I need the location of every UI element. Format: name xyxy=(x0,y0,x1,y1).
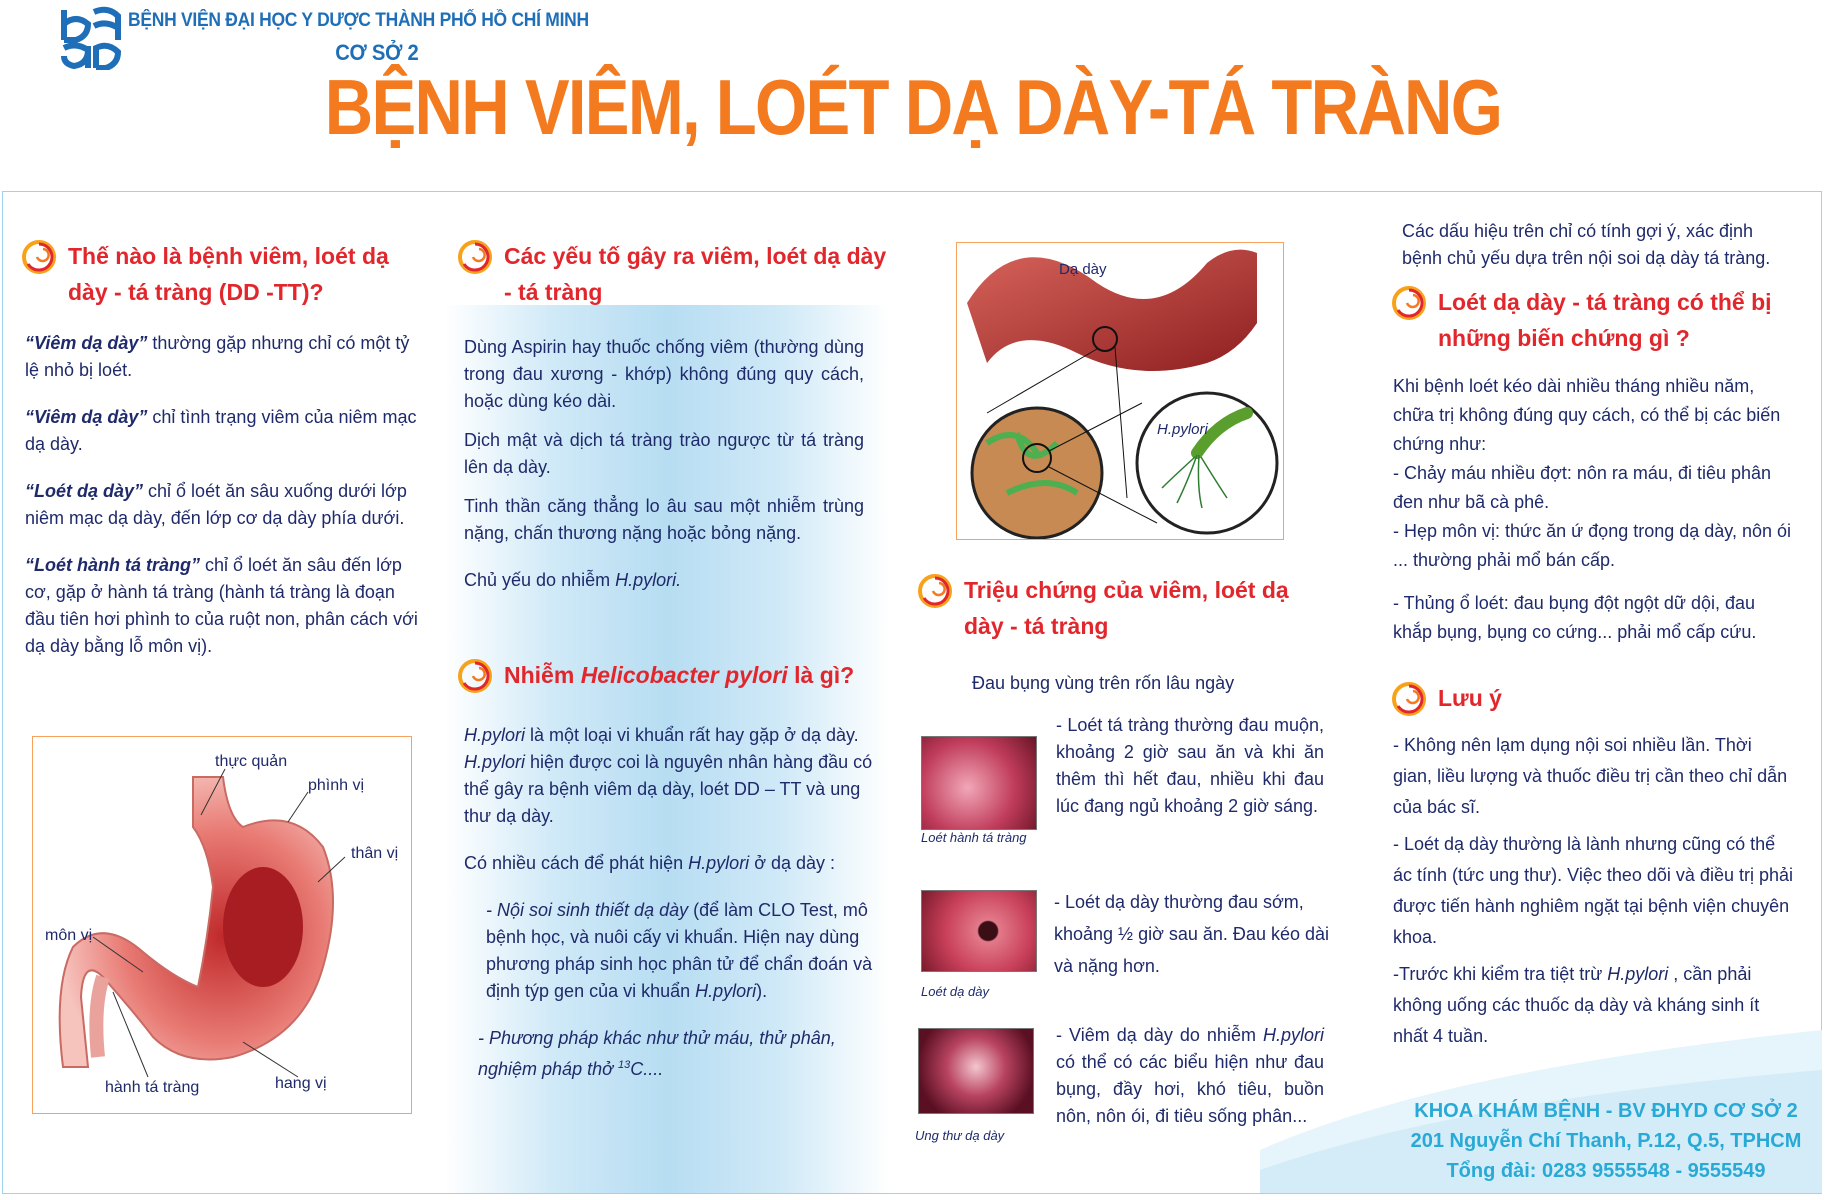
symptom-gastric: - Loét dạ dày thường đau sớm, khoảng ½ giờ sau ăn. Đau kéo dài và nặng hơn. xyxy=(1054,892,1329,976)
caption: Loét hành tá tràng xyxy=(921,830,1027,845)
label-pylorus: môn vị xyxy=(45,927,93,944)
swirl-bullet-icon xyxy=(918,574,952,608)
endoscopy-image-duodenal-ulcer xyxy=(921,736,1037,830)
paragraph: - Không nên lạm dụng nội soi nhiều lần. Thời gian, liều lượng và thuốc điều trị cần theo chỉ dẫn của bác sĩ. xyxy=(1393,735,1788,817)
label-esophagus: thực quản xyxy=(215,753,288,770)
label-hpylori: H.pylori xyxy=(1157,421,1208,438)
section-what-is-disease xyxy=(22,238,432,310)
hpylori-illustration xyxy=(956,242,1284,540)
footer-contact xyxy=(1406,1096,1806,1186)
paragraph: -Trước khi kiểm tra tiệt trừ H.pylori , cần phải không uống các thuốc dạ dày và kháng sinh ít nhất 4 tuần. xyxy=(1393,964,1760,1046)
section-causes xyxy=(458,238,888,310)
paragraph: H.pylori là một loại vi khuẩn rất hay gặp ở dạ dày. H.pylori hiện được coi là nguyên nhân hàng đầu có thể gây ra bệnh viêm dạ dày, loét DD – TT và ung thư dạ dày. xyxy=(464,725,873,826)
paragraph: “Loét dạ dày” chỉ ổ loét ăn sâu xuống dưới lớp niêm mạc dạ dày, đến lớp cơ dạ dày phía dưới. xyxy=(25,481,407,528)
section-heading: Loét dạ dày - tá tràng có thể bị những biến chứng gì ? xyxy=(1438,289,1772,351)
branch-name: CƠ SỞ 2 xyxy=(335,40,419,65)
paragraph: Chủ yếu do nhiễm H.pylori. xyxy=(464,570,682,590)
footer-phone: Tổng đài: 0283 9555548 - 9555549 xyxy=(1446,1160,1766,1182)
swirl-bullet-icon xyxy=(458,240,492,274)
paragraph: “Viêm dạ dày” thường gặp nhưng chỉ có một tỷ lệ nhỏ bị loét. xyxy=(25,333,410,380)
swirl-bullet-icon xyxy=(1392,682,1426,716)
paragraph: - Loét dạ dày thường là lành nhưng cũng có thể ác tính (tức ung thư). Việc theo dõi và điều trị phải được tiến hành nghiêm ngặt tại bệnh viện chuyên khoa. xyxy=(1393,834,1793,947)
paragraph: Có nhiều cách để phát hiện H.pylori ở dạ dày : xyxy=(464,853,836,873)
swirl-bullet-icon xyxy=(458,659,492,693)
notes-body xyxy=(1393,730,1795,1052)
col2-hpylori-body xyxy=(464,722,874,1083)
col2-causes-body xyxy=(464,334,864,594)
hospital-logo-icon xyxy=(58,6,124,70)
section-heading: Triệu chứng của viêm, loét dạ dày - tá tràng xyxy=(964,577,1289,639)
paragraph: Khi bệnh loét kéo dài nhiều tháng nhiều năm, chữa trị không đúng quy cách, có thể bị các biến chứng như: xyxy=(1393,376,1781,454)
label-duodenal-bulb: hành tá tràng xyxy=(105,1079,200,1096)
footer-address: 201 Nguyễn Chí Thanh, P.12, Q.5, TPHCM xyxy=(1410,1130,1802,1152)
swirl-bullet-icon xyxy=(22,240,56,274)
symptom-gastritis: - Viêm dạ dày do nhiễm H.pylori có thể có các biểu hiện như đau bụng, đầy hơi, khó tiêu, buồn nôn, nôn ói, đi tiêu sống phân... xyxy=(1056,1025,1324,1126)
complications-body xyxy=(1393,372,1795,647)
section-notes xyxy=(1392,680,1792,716)
swirl-bullet-icon xyxy=(1392,286,1426,320)
caption: Ung thư dạ dày xyxy=(915,1128,1005,1143)
col1-body xyxy=(25,330,423,660)
label-fundus: phình vị xyxy=(308,777,365,794)
paragraph: - Hẹp môn vị: thức ăn ứ đọng trong dạ dày, nôn ói ... thường phải mổ bán cấp. xyxy=(1393,521,1791,570)
stomach-anatomy-diagram xyxy=(32,736,412,1114)
section-hpylori xyxy=(458,657,888,693)
stomach-hpylori-graphic xyxy=(957,243,1283,539)
footer-department: KHOA KHÁM BỆNH - BV ĐHYD CƠ SỞ 2 xyxy=(1414,1100,1798,1122)
paragraph: Dùng Aspirin hay thuốc chống viêm (thường dùng trong đau xương - khớp) không đúng quy cách, hoặc dùng kéo dài. xyxy=(464,337,864,411)
paragraph: Tinh thần căng thẳng lo âu sau một nhiễm trùng nặng, chấn thương nặng hoặc bỏng nặng. xyxy=(464,496,864,543)
endoscopy-image-gastric-ulcer xyxy=(921,890,1037,972)
label-body: thân vị xyxy=(351,845,399,862)
caption: Loét dạ dày xyxy=(921,984,989,999)
paragraph: - Phương pháp khác như thử máu, thử phân, nghiệm pháp thở $^{13}$C.... xyxy=(478,1028,836,1079)
paragraph: - Chảy máu nhiều đợt: nôn ra máu, đi tiêu phân đen như bã cà phê. xyxy=(1393,463,1772,512)
paragraph: Dịch mật và dịch tá tràng trào ngược từ tá tràng lên dạ dày. xyxy=(464,430,864,477)
paragraph: - Thủng ổ loét: đau bụng đột ngột dữ dội, đau khắp bụng, bụng co cứng... phải mổ cấp cứu. xyxy=(1393,593,1757,642)
page-title: BỆNH VIÊM, LOÉT DẠ DÀY-TÁ TRÀNG xyxy=(324,63,1502,151)
endoscopy-image-gastric-cancer xyxy=(918,1028,1034,1114)
label-stomach: Dạ dày xyxy=(1059,261,1107,278)
section-heading: Lưu ý xyxy=(1438,685,1502,711)
paragraph: - Nội soi sinh thiết dạ dày (để làm CLO Test, mô bệnh học, và nuôi cấy vi khuẩn. Hiện nay dùng phương pháp sinh học phân tử để chẩn đoán và định týp gen của vi khuẩn H.pylori). xyxy=(486,900,873,1001)
symptom-intro: Đau bụng vùng trên rốn lâu ngày xyxy=(972,673,1235,693)
section-heading: Thế nào là bệnh viêm, loét dạ dày - tá tràng (DD -TT)? xyxy=(68,243,389,305)
hospital-name: BỆNH VIỆN ĐẠI HỌC Y DƯỢC THÀNH PHỐ HỒ CHÍ MINH CƠ SỞ 2 xyxy=(128,10,589,65)
paragraph: “Loét hành tá tràng” chỉ ổ loét ăn sâu đến lớp cơ, gặp ở hành tá tràng (hành tá tràng là đoạn đầu tiên hơi phình to của ruột non, phân cách với dạ dày bằng lỗ môn vị). xyxy=(25,555,418,656)
section-heading: Các yếu tố gây ra viêm, loét dạ dày - tá tràng xyxy=(504,243,887,305)
diagnosis-note: Các dấu hiệu trên chỉ có tính gợi ý, xác định bệnh chủ yếu dựa trên nội soi dạ dày tá tràng. xyxy=(1402,221,1771,268)
label-antrum: hang vị xyxy=(275,1075,327,1092)
section-complications xyxy=(1392,284,1792,356)
symptom-duodenal: - Loét tá tràng thường đau muộn, khoảng 2 giờ sau ăn và khi ăn thêm thì hết đau, nhiều khi đau lúc đang ngủ khoảng 2 giờ sáng. xyxy=(1056,715,1324,816)
section-symptoms xyxy=(918,572,1328,644)
section-heading: Nhiễm Helicobacter pylori là gì? xyxy=(504,662,855,688)
paragraph: “Viêm dạ dày” chỉ tình trạng viêm của niêm mạc dạ dày. xyxy=(25,407,417,454)
